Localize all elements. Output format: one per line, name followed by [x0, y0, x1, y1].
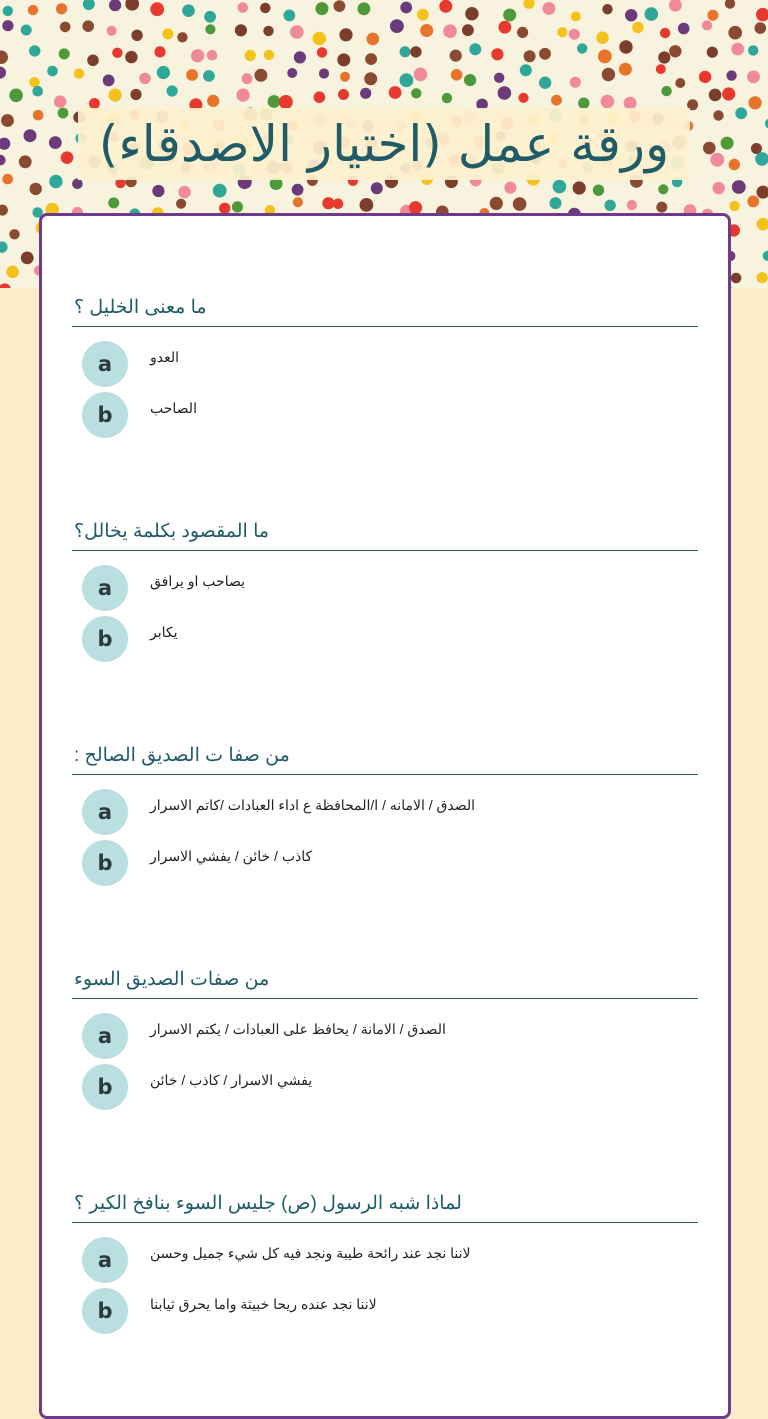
polka-dot [30, 183, 42, 195]
polka-dot [439, 0, 452, 13]
polka-dot [713, 182, 725, 194]
polka-dot [109, 0, 121, 11]
polka-dot [242, 73, 253, 84]
polka-dot [360, 88, 371, 99]
polka-dot [596, 32, 608, 44]
option-letter-badge[interactable]: a [82, 341, 128, 387]
polka-dot [570, 77, 581, 88]
question-text: من صفات الصديق السوء [72, 962, 698, 999]
option-letter-badge[interactable]: a [82, 1237, 128, 1283]
option-text: كاذب / خائن / يفشي الاسرار [150, 848, 312, 865]
polka-dot [108, 197, 119, 208]
polka-dot [551, 95, 562, 106]
polka-dot [154, 46, 165, 57]
polka-dot [550, 197, 562, 209]
polka-dot [735, 107, 747, 119]
polka-dot [238, 2, 249, 13]
polka-dot [499, 21, 512, 34]
polka-dot [490, 197, 503, 210]
polka-dot [577, 43, 587, 53]
question-text: من صفا ت الصديق الصالح : [72, 738, 698, 775]
polka-dot [494, 73, 504, 83]
polka-dot [294, 51, 306, 63]
polka-dot [340, 72, 350, 82]
polka-dot [678, 23, 690, 35]
polka-dot [125, 51, 137, 63]
option-text: العدو [150, 349, 179, 366]
polka-dot [152, 185, 164, 197]
polka-dot [290, 25, 304, 39]
polka-dot [520, 64, 532, 76]
option-text: يفشي الاسرار / كاذب / خائن [150, 1072, 312, 1089]
polka-dot [360, 198, 374, 212]
option-b[interactable] [72, 1282, 698, 1333]
polka-dot [313, 32, 327, 46]
polka-dot [176, 199, 186, 209]
question-text: ما المقصود بكلمة يخالل؟ [72, 514, 698, 551]
option-text: لاننا نجد عنده ريحا خبيثة واما يحرق ثيابنا [150, 1296, 377, 1313]
polka-dot [462, 24, 474, 36]
option-a[interactable] [72, 1007, 698, 1058]
polka-dot [29, 45, 40, 56]
polka-dot [748, 45, 758, 55]
polka-dot [0, 138, 10, 150]
option-b[interactable] [72, 386, 698, 437]
polka-dot [319, 68, 329, 78]
worksheet-title: ورقة عمل (اختيار الاصدقاء) [99, 115, 669, 173]
polka-dot [167, 85, 178, 96]
worksheet-card [39, 213, 731, 1419]
option-text: الصدق / الامانة / يحافظ على العبادات / يكتم الاسرار [150, 1021, 446, 1038]
polka-dot [203, 70, 215, 82]
polka-dot [0, 205, 8, 216]
polka-dot [675, 78, 685, 88]
polka-dot [757, 218, 768, 231]
polka-dot [21, 252, 34, 265]
polka-dot [54, 95, 66, 107]
polka-dot [131, 30, 142, 41]
polka-dot [417, 9, 429, 21]
polka-dot [2, 20, 13, 31]
polka-dot [573, 181, 586, 194]
option-letter-badge[interactable]: a [82, 1013, 128, 1059]
polka-dot [207, 50, 218, 61]
polka-dot [83, 0, 95, 10]
polka-dot [414, 68, 428, 82]
polka-dot [645, 7, 659, 21]
polka-dot [557, 27, 567, 37]
polka-dot [9, 229, 19, 239]
polka-dot [205, 24, 215, 34]
polka-dot [207, 95, 219, 107]
polka-dot [74, 68, 84, 78]
option-letter-badge[interactable]: b [82, 840, 128, 886]
polka-dot [625, 9, 637, 21]
polka-dot [518, 93, 528, 103]
polka-dot [24, 129, 37, 142]
polka-dot [178, 186, 190, 198]
polka-dot [756, 8, 768, 21]
polka-dot [660, 28, 670, 38]
question-2 [72, 514, 698, 661]
option-letter-badge[interactable]: a [82, 565, 128, 611]
polka-dot [604, 200, 615, 211]
polka-dot [29, 77, 39, 87]
polka-dot [656, 202, 667, 213]
option-a[interactable] [72, 559, 698, 610]
polka-dot [731, 43, 744, 56]
polka-dot [157, 66, 170, 79]
polka-dot [411, 88, 421, 98]
polka-dot [59, 48, 70, 59]
polka-dot [669, 0, 682, 12]
polka-dot [757, 186, 768, 199]
option-b[interactable] [72, 610, 698, 661]
polka-dot [162, 28, 173, 39]
polka-dot [56, 3, 67, 14]
polka-dot [32, 86, 43, 97]
polka-dot [602, 68, 615, 81]
polka-dot [21, 25, 32, 36]
polka-dot [279, 95, 293, 109]
polka-dot [235, 24, 247, 36]
polka-dot [661, 86, 671, 96]
polka-dot [3, 6, 13, 16]
polka-dot [726, 70, 736, 80]
polka-dot [669, 45, 681, 57]
polka-dot [1, 114, 14, 127]
polka-dot [763, 251, 768, 261]
polka-dot [293, 197, 303, 207]
polka-dot [33, 110, 44, 121]
polka-dot [503, 9, 516, 22]
polka-dot [268, 95, 281, 108]
polka-dot [442, 93, 452, 103]
polka-dot [729, 159, 740, 170]
option-a[interactable] [72, 1231, 698, 1282]
question-5 [72, 1186, 698, 1333]
option-text: يصاحب او يرافق [150, 573, 245, 590]
option-letter-badge[interactable]: b [82, 1064, 128, 1110]
polka-dot [749, 96, 762, 109]
polka-dot [0, 51, 8, 64]
option-text: لاننا نجد عند رائحة طيبة ونجد فيه كل شيء جميل وحسن [150, 1245, 471, 1262]
polka-dot [107, 26, 117, 36]
polka-dot [707, 10, 718, 21]
polka-dot [543, 2, 556, 15]
polka-dot [699, 71, 711, 83]
polka-dot [747, 71, 760, 84]
question-text: ما معنى الخليل ؟ [72, 290, 698, 327]
polka-dot [755, 22, 767, 34]
polka-dot [283, 10, 295, 22]
polka-dot [109, 89, 122, 102]
polka-dot [632, 22, 643, 33]
polka-dot [338, 89, 349, 100]
polka-dot [317, 47, 327, 57]
polka-dot [619, 63, 632, 76]
polka-dot [732, 180, 746, 194]
option-text: الصاحب [150, 400, 197, 417]
polka-dot [725, 0, 735, 9]
polka-dot [658, 184, 668, 194]
polka-dot [333, 199, 344, 210]
question-3 [72, 738, 698, 885]
polka-dot [443, 24, 457, 38]
polka-dot [729, 201, 739, 211]
polka-dot [186, 69, 198, 81]
option-letter-badge[interactable]: a [82, 789, 128, 835]
polka-dot [103, 75, 115, 87]
polka-dot [389, 86, 402, 99]
option-text: الصدق / الامانه / ا/المحافظة ع اداء العبادات /كاتم الاسرار [150, 797, 475, 814]
polka-dot [513, 197, 527, 211]
polka-dot [2, 174, 13, 185]
polka-dot [593, 185, 604, 196]
polka-dot [182, 4, 195, 17]
option-letter-badge[interactable]: b [82, 616, 128, 662]
polka-dot [112, 48, 122, 58]
polka-dot [58, 108, 69, 119]
polka-dot [524, 50, 536, 62]
polka-dot [410, 46, 421, 57]
polka-dot [498, 86, 512, 100]
polka-dot [656, 64, 666, 74]
option-letter-badge[interactable]: b [82, 1288, 128, 1334]
polka-dot [523, 0, 534, 9]
polka-dot [571, 11, 581, 21]
polka-dot [0, 283, 11, 288]
polka-dot [82, 20, 94, 32]
polka-dot [400, 46, 411, 57]
polka-dot [658, 51, 670, 63]
polka-dot [314, 91, 326, 103]
question-text: لماذا شبه الرسول (ص) جليس السوء بنافخ الكير ؟ [72, 1186, 698, 1223]
polka-dot [747, 196, 759, 208]
option-text: يكابر [150, 624, 178, 641]
polka-dot [60, 22, 71, 33]
polka-dot [710, 153, 724, 167]
polka-dot [451, 69, 463, 81]
polka-dot [569, 29, 580, 40]
polka-dot [553, 180, 567, 194]
option-b[interactable] [72, 1058, 698, 1109]
polka-dot [365, 53, 377, 65]
polka-dot [254, 69, 267, 82]
polka-dot [232, 201, 243, 212]
polka-dot [539, 48, 551, 60]
polka-dot [702, 20, 712, 30]
polka-dot [464, 74, 476, 86]
polka-dot [400, 73, 414, 87]
polka-dot [390, 19, 404, 33]
polka-dot [367, 33, 380, 46]
polka-dot [755, 152, 768, 166]
question-4 [72, 962, 698, 1109]
polka-dot [450, 50, 462, 62]
polka-dot [292, 184, 304, 196]
question-1 [72, 290, 698, 437]
polka-dot [264, 50, 274, 60]
polka-dot [49, 175, 62, 188]
polka-dot [339, 28, 352, 41]
polka-dot [602, 4, 612, 14]
polka-dot [334, 0, 346, 12]
polka-dot [19, 155, 32, 168]
polka-dot [469, 43, 481, 55]
polka-dot [619, 40, 632, 53]
polka-dot [491, 48, 503, 60]
polka-dot [703, 142, 716, 155]
option-a[interactable] [72, 335, 698, 386]
polka-dot [757, 272, 768, 283]
polka-dot [713, 110, 723, 120]
polka-dot [465, 7, 478, 20]
polka-dot [177, 32, 187, 42]
polka-dot [150, 2, 164, 16]
polka-dot [0, 155, 6, 166]
polka-dot [315, 2, 328, 15]
polka-dot [213, 184, 227, 198]
polka-dot [139, 73, 150, 84]
polka-dot [260, 3, 270, 13]
polka-dot [28, 5, 38, 15]
polka-dot [598, 50, 612, 64]
polka-dot [47, 66, 58, 77]
polka-dot [539, 77, 551, 89]
polka-dot [9, 89, 23, 103]
polka-dot [358, 2, 371, 15]
polka-dot [72, 179, 83, 190]
polka-dot [0, 241, 8, 252]
polka-dot [322, 197, 334, 209]
polka-dot [400, 2, 412, 14]
polka-dot [287, 68, 297, 78]
polka-dot [0, 67, 6, 79]
polka-dot [245, 50, 256, 61]
polka-dot [504, 182, 516, 194]
polka-dot [709, 89, 722, 102]
polka-dot [191, 49, 204, 62]
polka-dot [61, 151, 74, 164]
polka-dot [707, 47, 718, 58]
polka-dot [728, 26, 742, 40]
polka-dot [237, 89, 250, 102]
polka-dot [420, 24, 433, 37]
polka-dot [517, 27, 528, 38]
option-letter-badge[interactable]: b [82, 392, 128, 438]
polka-dot [721, 137, 734, 150]
polka-dot [722, 87, 735, 100]
polka-dot [627, 200, 637, 210]
polka-dot [49, 136, 62, 149]
polka-dot [204, 11, 216, 23]
option-b[interactable] [72, 834, 698, 885]
polka-dot [337, 53, 350, 66]
polka-dot [130, 89, 141, 100]
polka-dot [364, 72, 377, 85]
polka-dot [601, 95, 615, 109]
polka-dot [87, 55, 99, 67]
polka-dot [6, 266, 19, 279]
polka-dot [263, 26, 273, 36]
polka-dot [371, 182, 383, 194]
option-a[interactable] [72, 783, 698, 834]
title-box [78, 108, 690, 180]
polka-dot [125, 0, 139, 11]
polka-dot [731, 273, 742, 284]
